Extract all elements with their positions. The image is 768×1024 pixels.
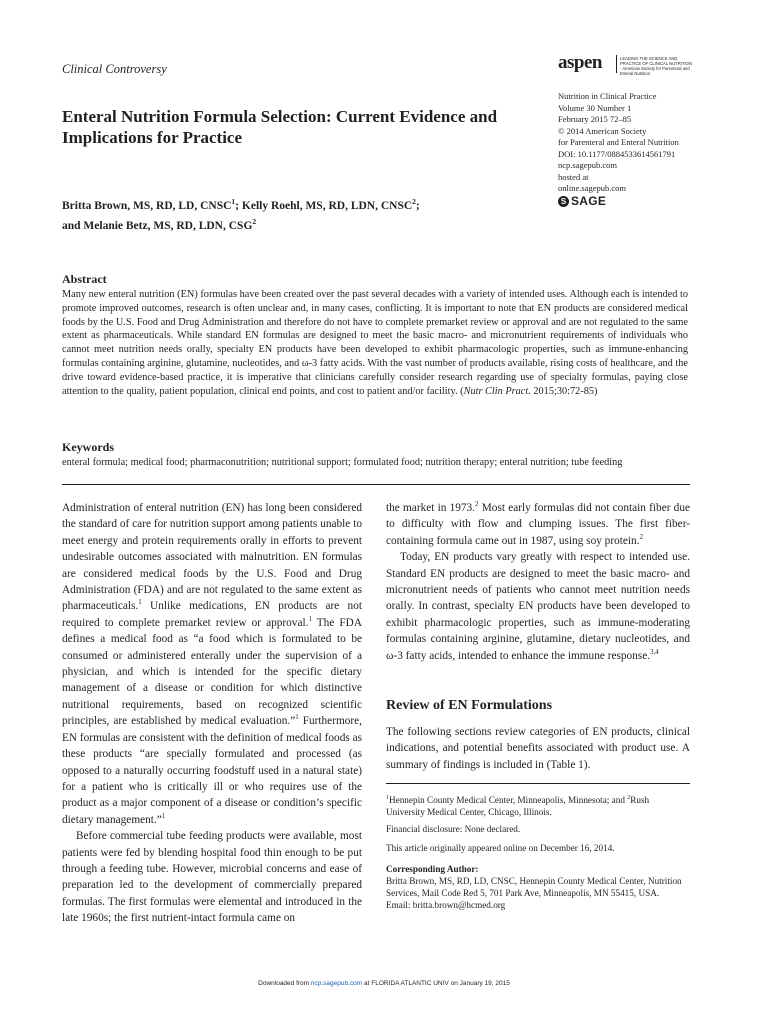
section-heading: Review of EN Formulations [386,698,553,713]
meta-line: Volume 30 Number 1 [558,102,632,113]
reference-mark: 1 [161,811,166,820]
abstract-body: Many new enteral nutrition (EN) formulas have been created over the past several decades with a variety of intended uses. Although each is intended to promote improved outcomes, research is often unclear and, in many cases, conflicting. It is important to note that EN products are considered medical foods by the U.S. Food and Drug Administration and therefore do not have to complete premarket review or approval and are not regulated to the same extent as pharmaceuticals. While standard EN formulas are designed to meet the basic macro- and micronutrient requirements of individuals who cannot meet nutrition needs orally, specialty EN products have been developed to exhibit pharmacologic properties, such as immune-enhancing formulas containing arginine, glutamine, nucleotides, and ω-3 fatty acids. With the vast number of products available, rising costs of healthcare, and the drive toward evidence-based practice, it is imperative that clinicians carefully consider research regarding use of specialty formulas, paying close attention to the quality, patient population, clinical end points, and cost to patient and/or facility. ( [62,289,688,397]
meta-line: for Parenteral and Enteral Nutrition [558,137,679,147]
logo-wordmark: aspen [558,52,602,73]
meta-line: ncp.sagepub.com [558,160,618,170]
affiliation-mark: 1 [386,795,389,801]
sage-wordmark: SAGE [571,194,607,208]
meta-line: DOI: 10.1177/0884533614561791 [558,148,676,159]
text-run: at FLORIDA ATLANTIC UNIV on January 19, 2015 [362,980,510,987]
text-run: Hennepin County Medical Center, Minneapolis, Minnesota; and [389,795,628,806]
text-run: Downloaded from [258,980,311,987]
body-column-right [386,500,690,664]
logo-tagline: LEADING THE SCIENCE AND PRACTICE OF CLINICAL NUTRITION · American Society for Parenteral and Enteral Nutrition [620,56,692,76]
article-title: Enteral Nutrition Formula Selection: Current Evidence and Implications for Practice [62,107,498,147]
logo-divider [616,55,617,73]
meta-line: hosted at [558,171,589,182]
meta-line: online.sagepub.com [558,183,626,193]
download-notice [0,980,768,987]
meta-line: Nutrition in Clinical Practice [558,91,657,101]
text-run: Administration of enteral nutrition (EN) has long been considered the standard of care for nutrition support among patients unable to meet energy and protein requirements orally in efforts to prevent undesirable outcomes associated with malnutrition. EN formulas are considered medical foods by the U.S. Food and Drug Administration (FDA) and are not regulated to the same extent as pharmaceuticals. [62,502,362,613]
corresponding-email[interactable]: Email: britta.brown@hcmed.org [386,900,506,910]
corresponding-heading: Corresponding Author: [386,864,479,874]
text-run: Furthermore, EN formulas are consistent with the definition of medical foods as these products “are specially formulated and processed (as opposed to a naturally occurring foodstuff used in a natural state) for a patient who is critically ill or who requires use of the product as a major component of a disease or condition’s specific dietary management.” [62,715,362,826]
corresponding-author [386,863,690,911]
author-separator: ; [235,199,242,212]
reference-mark: 1 [295,713,299,722]
sage-logo [558,194,606,208]
keywords-text: enteral formula; medical food; pharmaconutrition; nutritional support; formulated food; nutrition therapy; enteral nutrition; tube feeding [62,457,623,468]
reference-mark: 3,4 [650,647,659,656]
affiliations [386,792,690,818]
text-run: Most early formulas did not contain fiber due to difficulty with flow and clumping issues. The first fiber-containing formula came out in 1987, using soy protein. [386,502,690,547]
reference-mark: 1 [138,598,142,607]
paragraph [62,500,362,828]
author-name: Kelly Roehl, MS, RD, LDN, CNSC [241,199,413,212]
reference-mark: 2 [639,533,644,542]
reference-mark: 1 [308,615,312,624]
text-run: Today, EN products vary greatly with respect to intended use. Standard EN products are designed to meet the basic macro- and micronutrient needs of patients who cannot meet nutrition needs orally. In contrast, specialty EN products have been developed to exhibit pharmacologic properties, such as immune-moderating formulas containing arginine, glutamine, dietary nucleotides, and ω-3 fatty acids, intended to enhance the immune response. [386,551,690,662]
keywords-heading: Keywords [62,440,114,454]
divider [62,484,690,485]
author-name: Britta Brown, MS, RD, LD, CNSC [62,199,232,212]
affiliation-mark: 1 [231,197,236,206]
text-run: Unlike medications, EN products are not required to complete premarket review or approval. [62,600,362,629]
text-run: the market in 1973. [386,502,476,514]
journal-meta [558,91,748,195]
body-column-left [62,500,362,927]
author-name: and Melanie Betz, MS, RD, LDN, CSG [62,219,253,232]
financial-disclosure: Financial disclosure: None declared. [386,824,521,834]
abstract-heading: Abstract [62,272,107,286]
online-note: This article originally appeared online on December 16, 2014. [386,843,615,853]
author-list [62,194,502,234]
abstract-text [62,288,688,398]
author-separator: ; [415,199,420,212]
paragraph [386,500,690,549]
affiliation-mark: 2 [627,795,631,801]
aspen-logo [558,52,692,76]
paragraph: The following sections review categories of EN products, clinical indications, and potential benefits associated with product use. A summary of findings is included in (Table 1). [386,726,690,771]
footnote-divider [386,783,690,784]
text-run: Rush University Medical Center, Chicago, Illinois. [386,795,650,818]
text-run: The FDA defines a medical food as “a food which is formulated to be consumed or administered enterally under the supervision of a physician, and which is intended for the specific dietary management of a disease or condition for which distinctive nutritional requirements, based on recognized scientific principles, are established by medical evaluation.” [62,616,363,728]
citation-details: . 2015;30:72-85) [528,385,598,397]
download-link[interactable]: ncp.sagepub.com [310,980,363,987]
reference-mark: 2 [475,500,479,509]
affiliation-mark: 2 [252,216,257,226]
section-label: Clinical Controversy [62,62,167,76]
paragraph [386,549,690,664]
meta-line: © 2014 American Society [558,125,647,136]
affiliation-mark: 2 [412,197,416,206]
paragraph: Before commercial tube feeding products were available, most patients were fed by blending hospital food thin enough to be put through a feeding tube. However, microbial concerns and ease of preparation led to the development of commercially prepared formulas. The first formulas were elemental and introduced in the late 1960s; the first nutrient-intact formula came on [62,830,362,925]
meta-line: February 2015 72–85 [558,114,632,124]
corresponding-details: Britta Brown, MS, RD, LD, CNSC, Hennepin County Medical Center, Nutrition Services, Mail Code Red 5, 701 Park Ave, Minneapolis, MN 55415, USA. [386,876,682,898]
sage-icon: S [558,196,569,207]
citation-journal: Nutr Clin Pract [463,385,529,397]
